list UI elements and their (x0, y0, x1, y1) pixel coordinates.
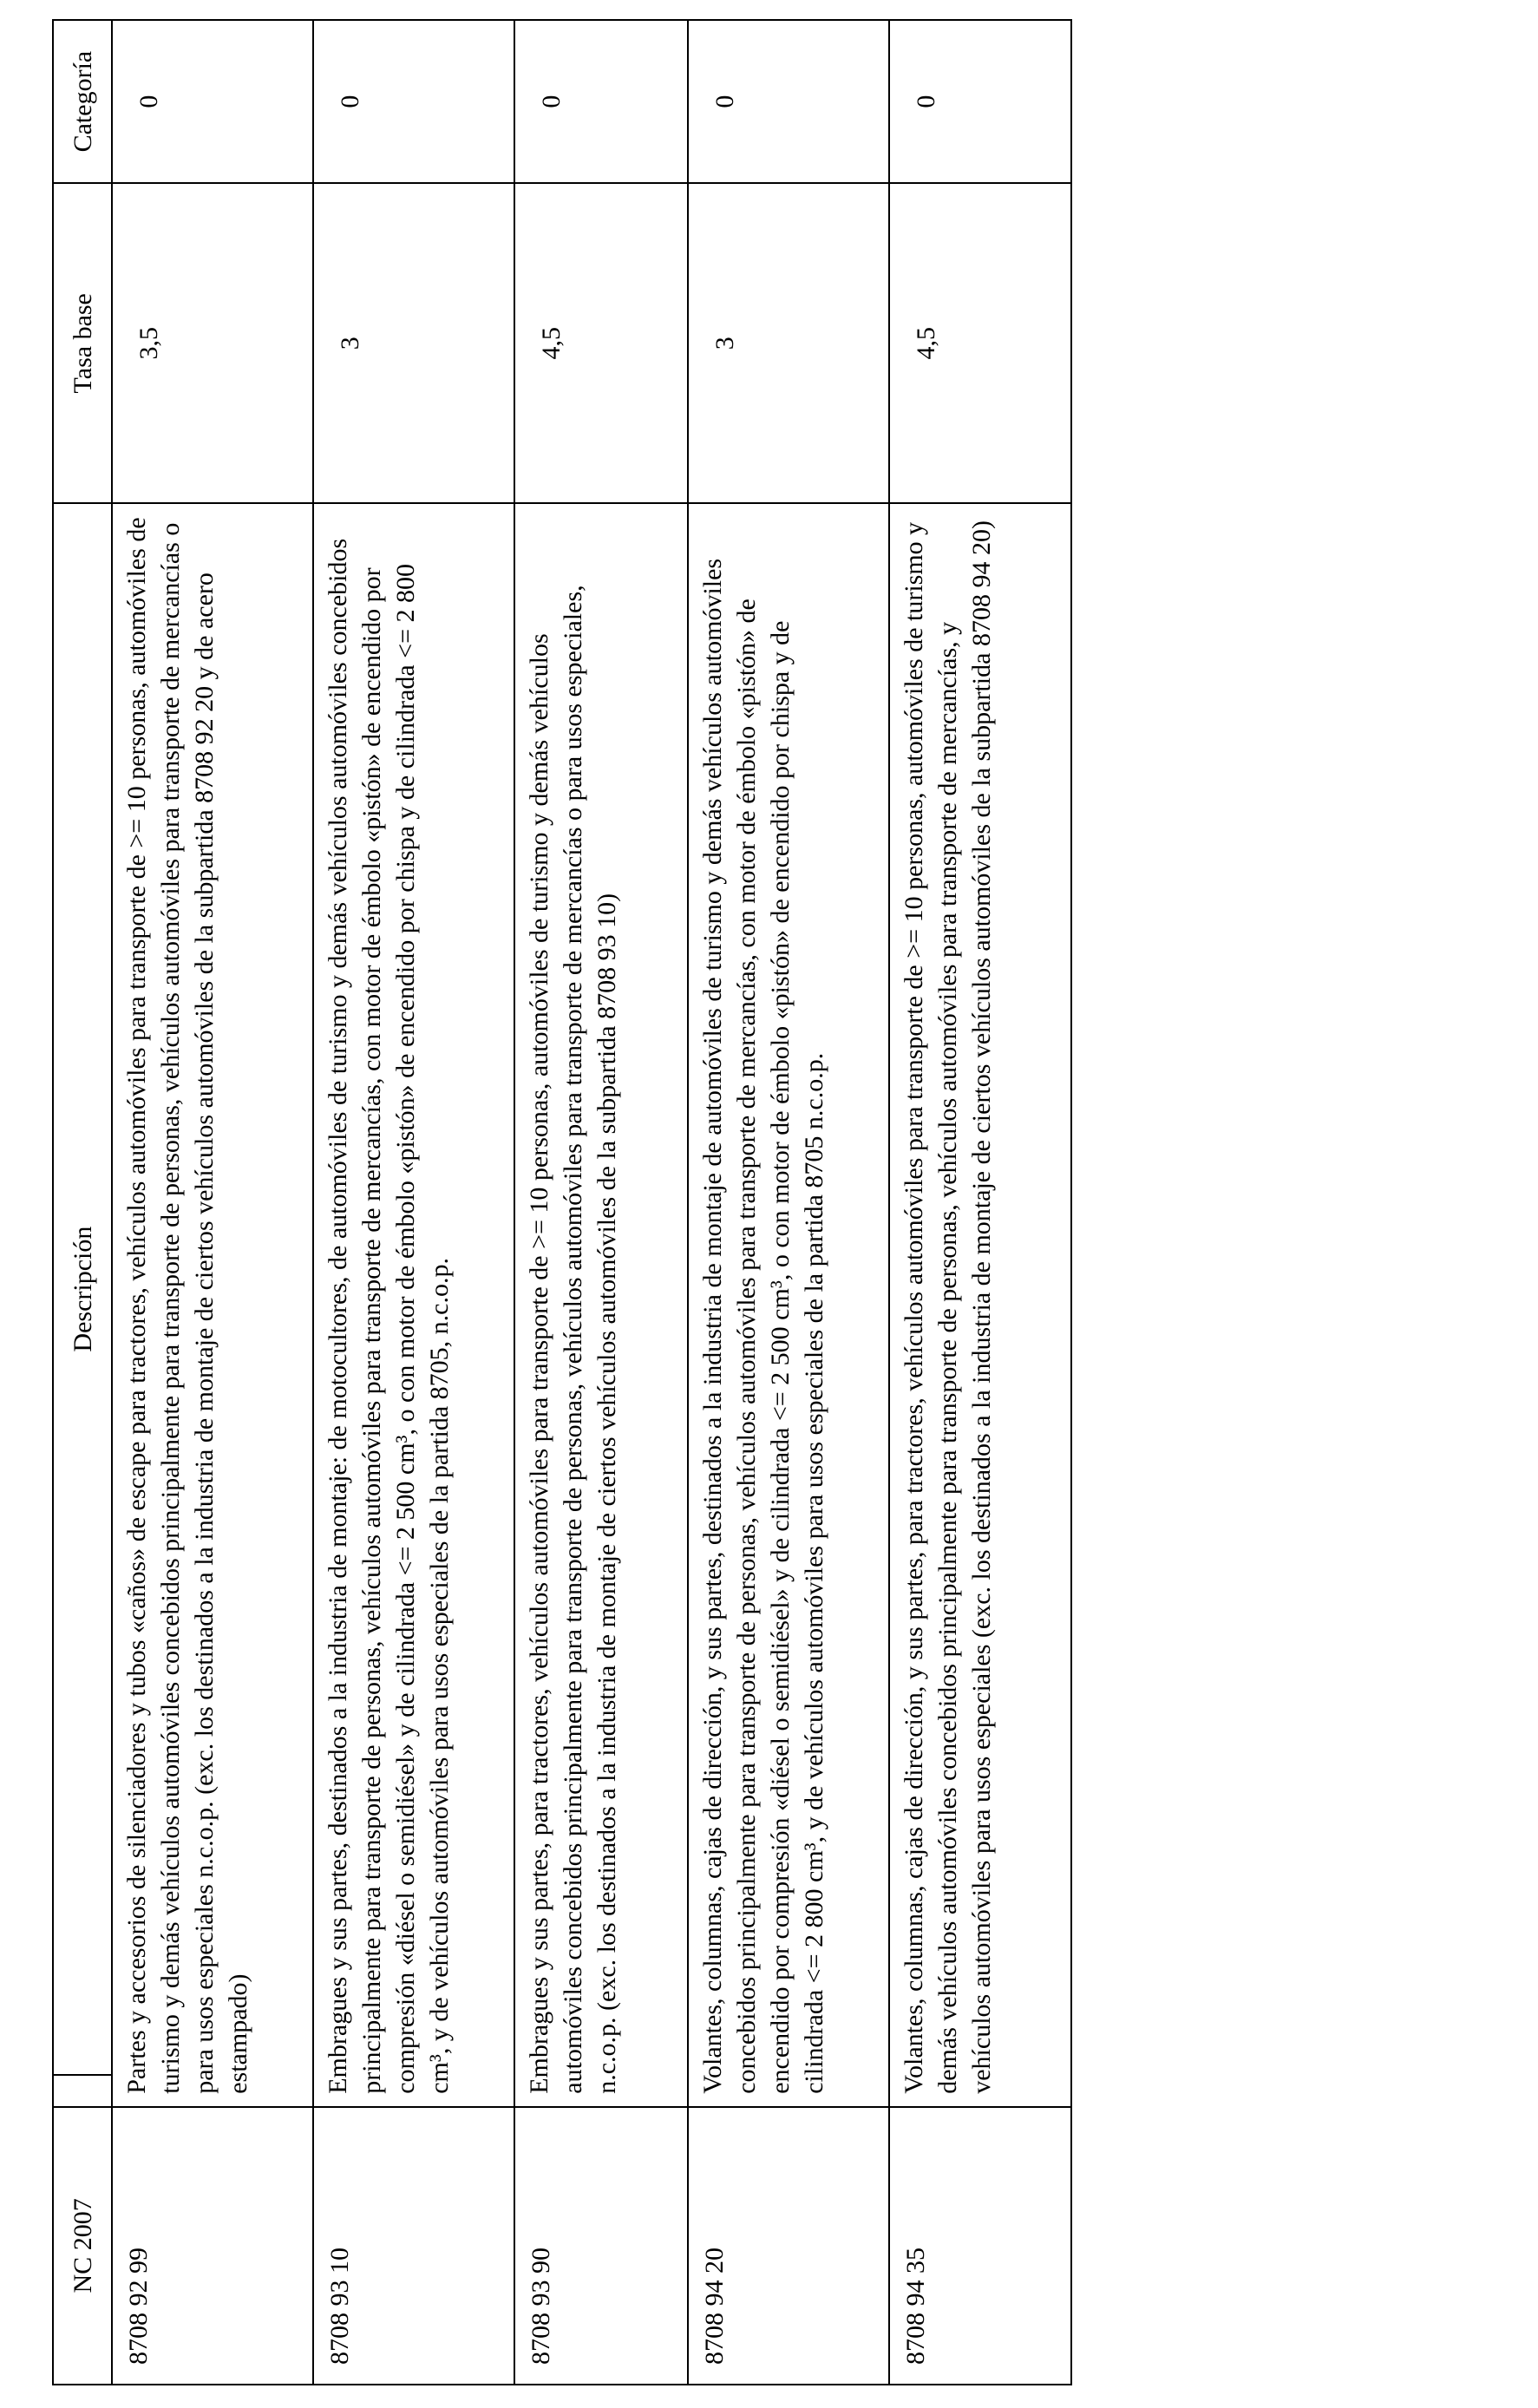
rate-cell: 4,5 (514, 183, 688, 503)
code-cell: 8708 94 35 (889, 2107, 1071, 2385)
rate-cell: 3 (313, 183, 514, 503)
table-row (514, 20, 688, 2385)
code-cell: 8708 93 90 (514, 2107, 688, 2385)
code-cell: 8708 94 20 (688, 2107, 889, 2385)
category-cell: 0 (889, 20, 1071, 183)
table-row (688, 20, 889, 2385)
rate-cell: 3,5 (112, 183, 313, 503)
header-rate: Tasa base (53, 183, 112, 503)
description-cell: Volantes, columnas, cajas de dirección, y sus partes, destinados a la industria de montaje de automóviles de turismo y demás vehículos automóviles concebidos principalmente para transporte de personas, vehículos automóviles para transporte de mercancías, con motor de émbolo «pistón» de encendido por compresión «diésel o semidiésel» y de cilindrada <= 2 500 cm³, o con motor de émbolo «pistón» de encendido por chispa y de cilindrada <= 2 800 cm³, y de vehículos automóviles para usos especiales de la partida 8705 n.c.o.p. (688, 503, 889, 2106)
table-row (889, 20, 1071, 2385)
table-row (313, 20, 514, 2385)
header-spacer (53, 2075, 112, 2107)
category-cell: 0 (313, 20, 514, 183)
description-cell: Embragues y sus partes, destinados a la industria de montaje: de motocultores, de automóviles de turismo y demás vehículos automóviles concebidos principalmente para transporte de personas, vehículos automóviles para transporte de mercancías, con motor de émbolo «pistón» de encendido por compresión «diésel o semidiésel» y de cilindrada <= 2 500 cm³, o con motor de émbolo «pistón» de encendido por chispa y de cilindrada <= 2 800 cm³, y de vehículos automóviles para usos especiales de la partida 8705, n.c.o.p. (313, 503, 514, 2106)
code-cell: 8708 93 10 (313, 2107, 514, 2385)
tariff-table (52, 19, 1072, 2385)
rate-cell: 4,5 (889, 183, 1071, 503)
category-cell: 0 (112, 20, 313, 183)
description-cell: Embragues y sus partes, para tractores, vehículos automóviles para transporte de >= 10 personas, automóviles de turismo y demás vehículos automóviles concebidos principalmente para transporte de personas, vehículos automóviles para transporte de mercancías o para usos especiales, n.c.o.p. (exc. los destinados a la industria de montaje de ciertos vehículos automóviles de la subpartida 8708 93 10) (514, 503, 688, 2106)
header-row (53, 20, 112, 2385)
category-cell: 0 (514, 20, 688, 183)
header-category: Categoría (53, 20, 112, 183)
rate-cell: 3 (688, 183, 889, 503)
header-description: Descripción (53, 503, 112, 2074)
description-cell: Partes y accesorios de silenciadores y tubos «caños» de escape para tractores, vehículos automóviles para transporte de >= 10 personas, automóviles de turismo y demás vehículos automóviles concebidos principalmente para transporte de personas, vehículos automóviles para transporte de mercancías o para usos especiales n.c.o.p. (exc. los destinados a la industria de montaje de ciertos vehículos automóviles de la subpartida 8708 92 20 y de acero estampado) (112, 503, 313, 2106)
rotated-page (52, 19, 1069, 2385)
header-code: NC 2007 (53, 2107, 112, 2385)
table-row (112, 20, 313, 2385)
description-cell: Volantes, columnas, cajas de dirección, y sus partes, para tractores, vehículos automóviles para transporte de >= 10 personas, automóviles de turismo y demás vehículos automóviles concebidos principalmente para transporte de personas, vehículos automóviles para transporte de mercancías, y vehículos automóviles para usos especiales (exc. los destinados a la industria de montaje de ciertos vehículos automóviles de la subpartida 8708 94 20) (889, 503, 1071, 2106)
category-cell: 0 (688, 20, 889, 183)
code-cell: 8708 92 99 (112, 2107, 313, 2385)
